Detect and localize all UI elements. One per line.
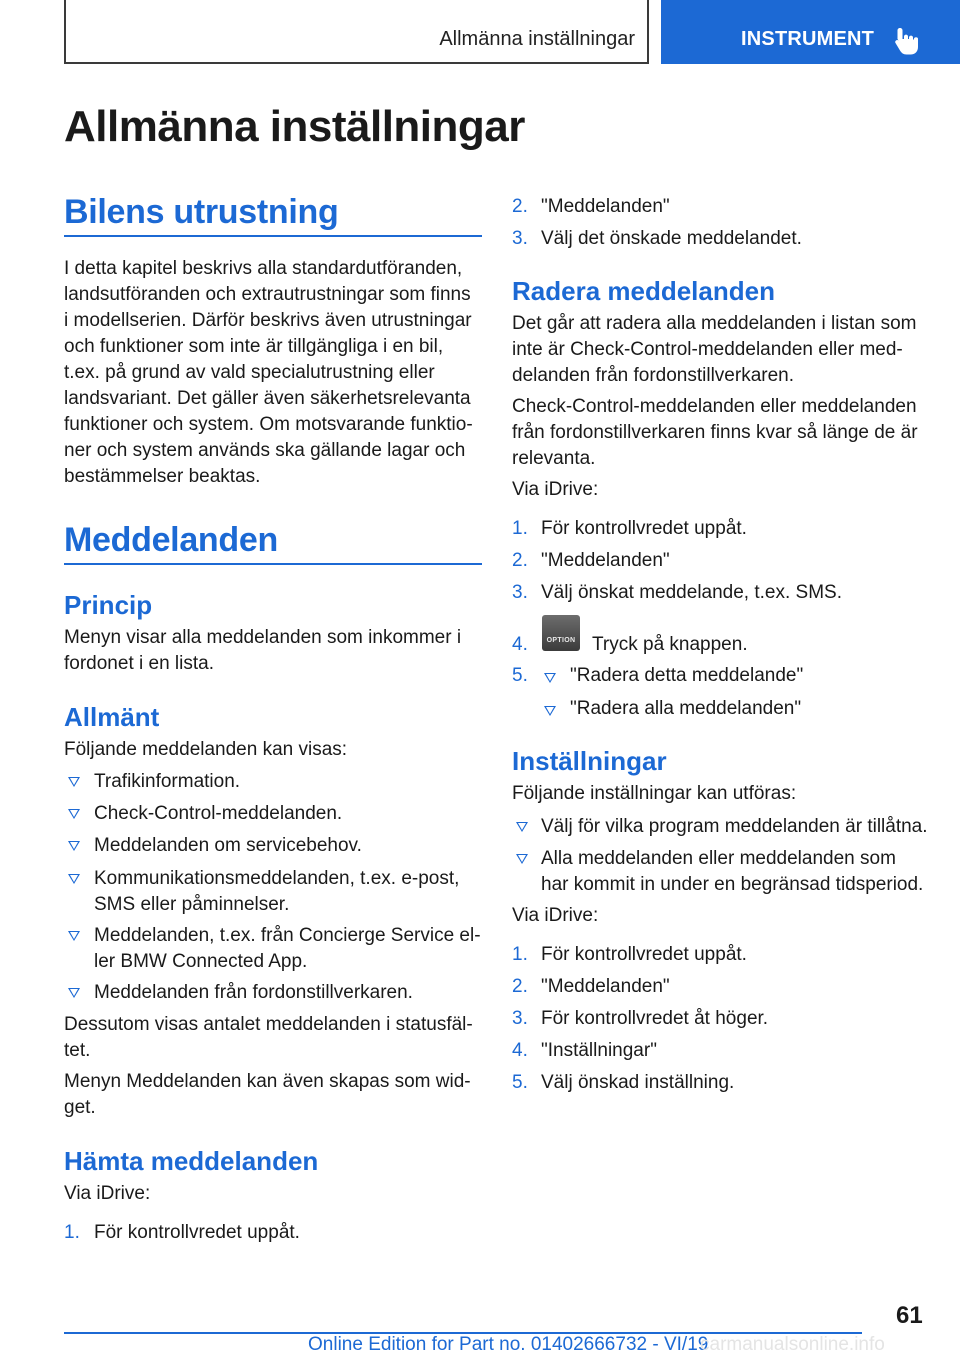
paragraph-via-idrive: Via iDrive: [64, 1183, 151, 1204]
header-chapter-label: INSTRUMENT [741, 28, 875, 50]
bullet-triangle-icon [544, 706, 556, 716]
paragraph-via-idrive: Via iDrive: [512, 905, 599, 926]
heading-rule [64, 563, 482, 565]
paragraph-via-idrive: Via iDrive: [512, 479, 599, 500]
heading-allmant: Allmänt [64, 702, 160, 732]
paragraph-radera-2: Check-Control-meddelanden eller meddelanden från fordonstillverkaren finns kvar så länge de är relevanta. [512, 396, 918, 469]
paragraph-bilens-utrustning: I detta kapitel beskrivs alla standardutföranden, landsutföranden och extrautrustningar som finns i modellserien. Därför beskrivs även utrustningar och funktioner som inte är tillgängliga i en bil, t.ex. på grund av vald specialutrustning eller landsvariant. Det gäller även säkerhetsrelevanta funktioner och system. Om motsvarande funktio- ner och system används ska gällande lagar och bestämmelser beaktas. [64, 258, 473, 487]
bullet-triangle-icon [68, 931, 80, 941]
paragraph-statusfalt: Dessutom visas antalet meddelanden i statusfäl- tet. [64, 1014, 473, 1061]
heading-meddelanden: Meddelanden [64, 521, 278, 559]
page-title: Allmänna inställningar [64, 102, 525, 151]
header-section-tab [64, 0, 649, 64]
heading-radera-meddelanden: Radera meddelanden [512, 276, 775, 306]
bullet-triangle-icon [68, 777, 80, 787]
page-number: 61 [896, 1302, 923, 1329]
paragraph-widget: Menyn Meddelanden kan även skapas som wid- get. [64, 1071, 471, 1118]
heading-installningar: Inställningar [512, 746, 667, 776]
watermark: carmanualsonline.info [700, 1334, 885, 1355]
paragraph-allmant-intro: Följande meddelanden kan visas: [64, 739, 348, 760]
bullet-triangle-icon [516, 822, 528, 832]
bullet-triangle-icon [68, 809, 80, 819]
bullet-triangle-icon [544, 673, 556, 683]
paragraph-princip: Menyn visar alla meddelanden som inkommer i fordonet i en lista. [64, 627, 462, 674]
footer-edition: Online Edition for Part no. 01402666732 - VI/19 [308, 1334, 709, 1355]
paragraph-radera-1: Det går att radera alla meddelanden i listan som inte är Check-Control-meddelanden eller med- delanden från fordonstillverkaren. [512, 313, 917, 386]
heading-bilens-utrustning: Bilens utrustning [64, 193, 339, 231]
paragraph-installningar-intro: Följande inställningar kan utföras: [512, 783, 797, 804]
bullet-triangle-icon [68, 841, 80, 851]
heading-rule [64, 235, 482, 237]
option-button-icon: OPTION [542, 615, 580, 651]
bullet-triangle-icon [68, 874, 80, 884]
hand-pointer-icon [894, 26, 922, 56]
header-section-label: Allmänna inställningar [439, 28, 635, 50]
bullet-triangle-icon [68, 988, 80, 998]
bullet-triangle-icon [516, 854, 528, 864]
heading-princip: Princip [64, 590, 153, 620]
heading-hamta-meddelanden: Hämta meddelanden [64, 1146, 319, 1176]
header-chapter-tab [661, 0, 960, 64]
